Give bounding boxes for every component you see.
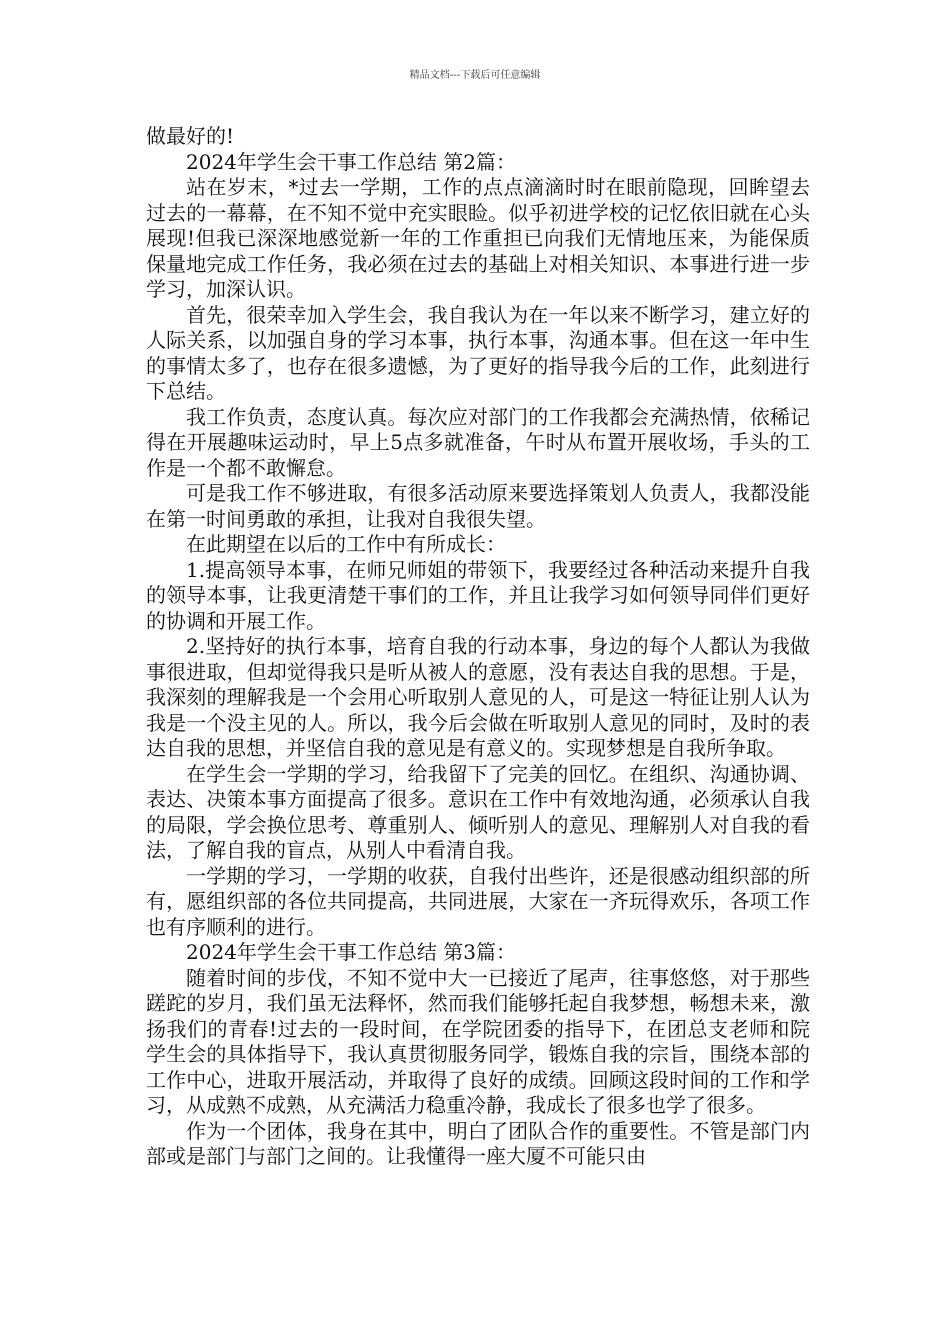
paragraph: 首先，很荣幸加入学生会，我自我认为在一年以来不断学习，建立好的人际关系，以加强自身的学习本事，执行本事，沟通本事。但在这一年中生的事情太多了，也存在很多遗憾，为了更好的指导我今后的工作，此刻进行下总结。 bbox=[146, 302, 810, 403]
paragraph: 站在岁末，*过去一学期，工作的点点滴滴时时在眼前隐现，回眸望去过去的一幕幕，在不知不觉中充实眼睑。似乎初进学校的记忆依旧就在心头展现!但我已深深地感觉新一年的工作重担已向我们无情地压来，为能保质保量地完成工作任务，我必须在过去的基础上对相关知识、本事进行进一步学习，加深认识。 bbox=[146, 175, 810, 301]
list-item: 2.坚持好的执行本事，培育自我的行动本事，身边的每个人都认为我做事很进取，但却觉得我只是听从被人的意愿，没有表达自我的思想。于是，我深刻的理解我是一个会用心听取别人意见的人，可是这一特征让别人认为我是一个没主见的人。所以，我今后会做在听取别人意见的同时，及时的表达自我的思想，并坚信自我的意见是有意义的。实现梦想是自我所争取。 bbox=[146, 634, 810, 760]
document-body bbox=[146, 124, 810, 1170]
page-header: 精品文档---下载后可任意编辑 bbox=[409, 70, 541, 81]
paragraph: 可是我工作不够进取，有很多活动原来要选择策划人负责人，我都没能在第一时间勇敢的承担，让我对自我很失望。 bbox=[146, 481, 810, 531]
paragraph: 做最好的! bbox=[146, 124, 235, 148]
paragraph: 我工作负责，态度认真。每次应对部门的工作我都会充满热情，依稀记得在开展趣味运动时，早上5点多就准备，午时从布置开展收场，手头的工作是一个都不敢懈怠。 bbox=[146, 404, 810, 480]
paragraph: 在此期望在以后的工作中有所成长： bbox=[186, 532, 506, 556]
paragraph: 作为一个团体，我身在其中，明白了团队合作的重要性。不管是部门内部或是部门与部门之间的。让我懂得一座大厦不可能只由 bbox=[146, 1118, 810, 1168]
paragraph: 在学生会一学期的学习，给我留下了完美的回忆。在组织、沟通协调、表达、决策本事方面提高了很多。意识在工作中有效地沟通，必须承认自我的局限，学会换位思考、尊重别人、倾听别人的意见、理解别人对自我的看法，了解自我的盲点，从别人中看清自我。 bbox=[146, 761, 810, 862]
list-item: 1.提高领导本事，在师兄师姐的带领下，我要经过各种活动来提升自我的领导本事，让我更清楚干事们的工作，并且让我学习如何领导同伴们更好的协调和开展工作。 bbox=[146, 557, 810, 633]
section-heading: 2024年学生会干事工作总结 第3篇： bbox=[186, 940, 516, 964]
paragraph: 一学期的学习，一学期的收获，自我付出些许，还是很感动组织部的所有，愿组织部的各位共同提高，共同进展，大家在一齐玩得欢乐，各项工作也有序顺利的进行。 bbox=[146, 863, 810, 939]
paragraph: 随着时间的步伐，不知不觉中大一已接近了尾声，往事悠悠，对于那些蹉跎的岁月，我们虽无法释怀，然而我们能够托起自我梦想，畅想未来，激扬我们的青春!过去的一段时间，在学院团委的指导下，在团总支老师和院学生会的具体指导下，我认真贯彻服务同学，锻炼自我的宗旨，围绕本部的工作中心，进取开展活动，并取得了良好的成绩。回顾这段时间的工作和学习，从成熟不成熟，从充满活力稳重冷静，我成长了很多也学了很多。 bbox=[146, 965, 810, 1117]
section-heading: 2024年学生会干事工作总结 第2篇： bbox=[186, 149, 516, 174]
